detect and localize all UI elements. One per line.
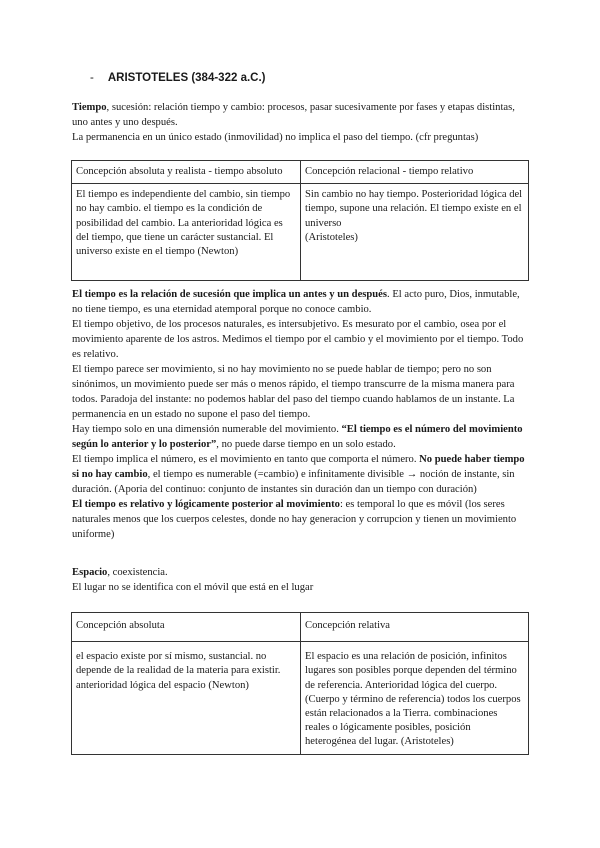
tiempo-intro-line2: La permanencia en un único estado (inmovilidad) no implica el paso del tiempo. (cfr preguntas) bbox=[72, 132, 479, 143]
bullet-dash: - bbox=[90, 72, 94, 84]
table-header-cell: Concepción absoluta bbox=[72, 613, 301, 642]
paragraph bbox=[72, 422, 530, 452]
table-header-cell: Concepción relativa bbox=[301, 613, 529, 642]
table-row bbox=[72, 184, 529, 281]
bold-text: El tiempo es relativo y lógicamente posterior al movimiento bbox=[72, 499, 340, 510]
paragraph bbox=[72, 452, 530, 497]
bold-text: El tiempo es la relación de sucesión que implica un antes y un después bbox=[72, 289, 388, 300]
text: : es temporal lo que es móvil (los seres naturales menos que los cuerpos celestes, donde no hay generacion y corrupcion y tienen un movimiento uniforme) bbox=[72, 499, 517, 540]
bold-text: “El tiempo es el número del movimiento según lo anterior y lo posterior” bbox=[72, 424, 523, 450]
text: El tiempo implica el número, es el movimiento en tanto que comporta el número. bbox=[72, 454, 420, 465]
tiempo-concepts-table bbox=[71, 160, 529, 281]
espacio-intro-text: , coexistencia. bbox=[107, 567, 168, 578]
tiempo-intro bbox=[72, 100, 530, 145]
paragraph bbox=[72, 287, 530, 317]
paragraph: El tiempo parece ser movimiento, si no hay movimiento no se puede hablar de tiempo; pero no son sinónimos, un movimiento puede ser más o menos rápido, el tiempo transcurre de la misma manera para todos. Paradoja del instante: no podemos hablar del paso del tiempo cuando hablamos de un instante. La permanencia en un estado no supone el paso del tiempo. bbox=[72, 364, 515, 420]
section-heading bbox=[90, 72, 266, 84]
text: , no puede darse tiempo en un solo estado. bbox=[216, 439, 396, 450]
table-cell: El tiempo es independiente del cambio, sin tiempo no hay cambio. el tiempo es la condición de posibilidad del cambio. La anterioridad lógica es del tiempo, que tiene un carácter sustancial. El universo existe en el tiempo (Newton) bbox=[72, 184, 301, 281]
table-header-cell: Concepción absoluta y realista - tiempo absoluto bbox=[72, 161, 301, 184]
table-cell: El espacio es una relación de posición, infinitos lugares son posibles porque dependen del término de referencia. Anterioridad lógica del cuerpo. (Cuerpo y término de referencia) todos los cuerpos están relacionados a la Tierra. combinaciones reales o lógicamente posibles, posición heterogénea del lugar. (Aristoteles) bbox=[301, 642, 529, 754]
tiempo-intro-text: , sucesión: relación tiempo y cambio: procesos, pasar sucesivamente por fases y etapas distintas, uno antes y uno después. bbox=[72, 102, 515, 128]
heading-title: ARISTOTELES (384-322 a.C.) bbox=[107, 72, 266, 84]
table-header-row bbox=[72, 613, 529, 642]
text: . El acto puro, Dios, inmutable, no tiene tiempo, es una eternidad atemporal porque no conoce cambio. bbox=[72, 289, 520, 315]
text: Hay tiempo solo en una dimensión numerable del movimiento. bbox=[72, 424, 342, 435]
espacio-term: Espacio bbox=[72, 567, 108, 578]
tiempo-body bbox=[72, 287, 530, 542]
text: , el tiempo es numerable (=cambio) e infinitamente divisible → noción de instante, sin duración. (Aporia del continuo: conjunto de instantes sin duración dan un tiempo con duración) bbox=[72, 469, 515, 495]
table-header-row bbox=[72, 161, 529, 184]
espacio-concepts-table bbox=[71, 612, 529, 755]
tiempo-intro-line1 bbox=[72, 100, 530, 130]
table-cell: el espacio existe por sí mismo, sustancial. no depende de la realidad de la materia para existir. anterioridad lógica del espacio (Newton) bbox=[72, 642, 301, 754]
espacio-intro bbox=[72, 565, 530, 595]
paragraph bbox=[72, 497, 530, 542]
bold-text: No puede haber tiempo si no hay cambio bbox=[72, 454, 525, 480]
tiempo-term: Tiempo bbox=[72, 102, 107, 113]
table-header-cell: Concepción relacional - tiempo relativo bbox=[301, 161, 529, 184]
paragraph: El tiempo objetivo, de los procesos naturales, es intersubjetivo. Es mesurato por el cambio, osea por el movimiento aparente de los astros. Medimos el tiempo por el cambio y el movimiento por el tiempo. Todo es relativo. bbox=[72, 319, 524, 360]
table-cell: Sin cambio no hay tiempo. Posterioridad lógica del tiempo, supone una relación. El tiempo existe en el universo (Aristoteles) bbox=[301, 184, 529, 281]
espacio-intro-line2: El lugar no se identifica con el móvil que está en el lugar bbox=[72, 582, 314, 593]
espacio-intro-line1 bbox=[72, 565, 530, 580]
table-row bbox=[72, 642, 529, 754]
